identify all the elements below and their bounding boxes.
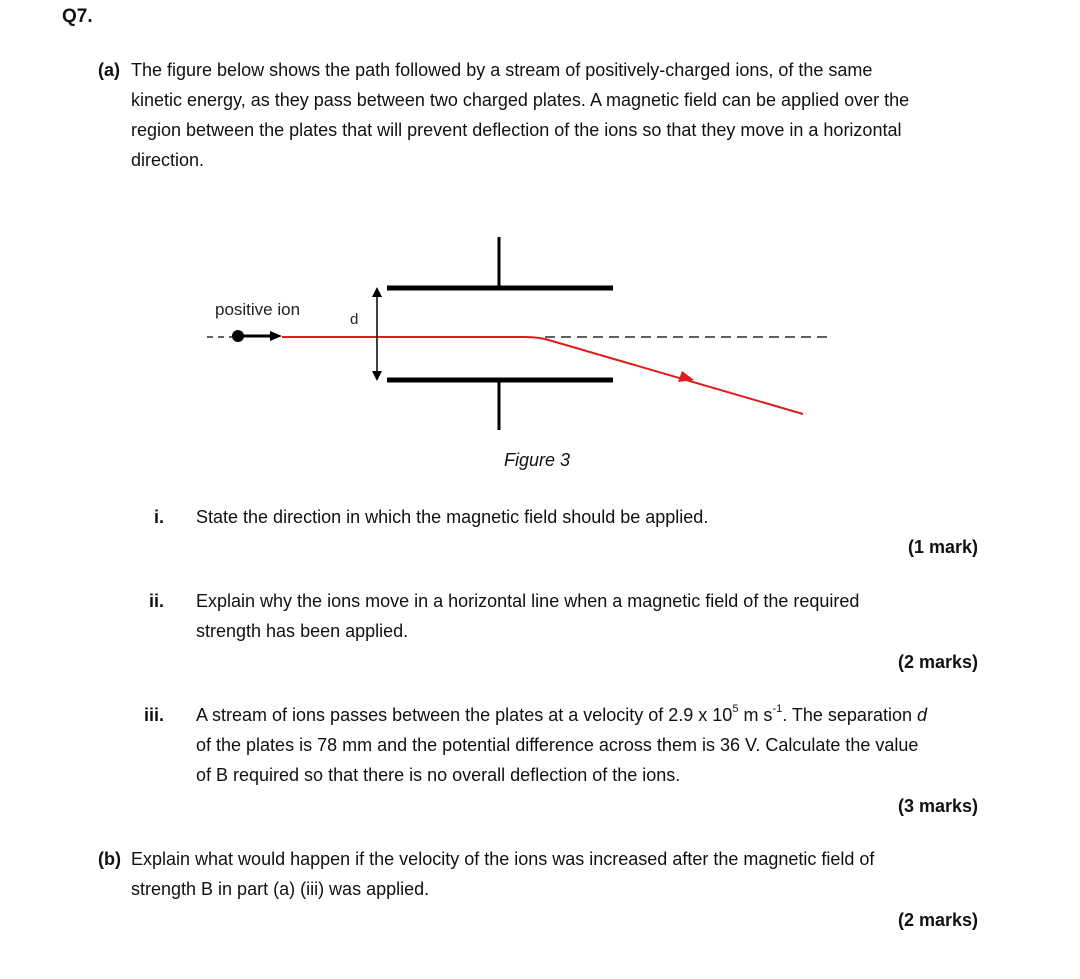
subpart-iii-line: of B required so that there is no overall deflection of the ions. bbox=[196, 765, 681, 785]
separation-variable: d bbox=[916, 705, 927, 725]
part-a-label: (a) bbox=[98, 60, 120, 80]
subpart-ii-line: strength has been applied. bbox=[196, 621, 409, 641]
question-number: Q7. bbox=[62, 6, 93, 27]
subpart-i-line: State the direction in which the magnetic field should be applied. bbox=[196, 507, 709, 527]
figure-3-diagram bbox=[0, 0, 1080, 480]
velocity-exponent: 5 bbox=[732, 703, 739, 715]
velocity-text: A stream of ions passes between the plates at a velocity of 2.9 x 10 bbox=[196, 705, 733, 725]
subpart-ii-numeral: ii. bbox=[148, 591, 164, 611]
part-b-label: (b) bbox=[98, 849, 121, 869]
subpart-ii-line: Explain why the ions move in a horizontal line when a magnetic field of the required bbox=[196, 591, 860, 611]
subpart-i-marks: (1 mark) bbox=[907, 537, 978, 557]
subpart-iii-line: of the plates is 78 mm and the potential difference across them is 36 V. Calculate the value bbox=[196, 735, 919, 755]
ion-arrow-head bbox=[270, 331, 282, 341]
velocity-unit-exponent: -1 bbox=[772, 703, 783, 715]
separation-arrow-down bbox=[372, 371, 382, 381]
subpart-iii-text bbox=[196, 700, 1016, 790]
subpart-i-numeral: i. bbox=[153, 507, 164, 527]
part-b-marks: (2 marks) bbox=[897, 910, 978, 930]
figure-caption: Figure 3 bbox=[504, 450, 571, 470]
subpart-iii-marks: (3 marks) bbox=[897, 796, 978, 816]
velocity-unit: m s bbox=[738, 705, 773, 725]
separation-arrow-up bbox=[372, 287, 382, 297]
ion-path-arrowhead bbox=[678, 371, 694, 382]
part-a-intro-line: kinetic energy, as they pass between two charged plates. A magnetic field can be applied over the bbox=[131, 90, 910, 110]
part-b-line: strength B in part (a) (iii) was applied. bbox=[131, 879, 430, 899]
separation-text: . The separation bbox=[782, 705, 917, 725]
part-a-intro-line: The figure below shows the path followed by a stream of positively-charged ions, of the same bbox=[131, 60, 873, 80]
subpart-ii-marks: (2 marks) bbox=[897, 652, 978, 672]
part-b-text bbox=[131, 844, 1031, 904]
part-a-intro-line: direction. bbox=[131, 150, 205, 170]
subpart-ii-text bbox=[196, 586, 1016, 646]
ion-label: positive ion bbox=[215, 300, 301, 319]
separation-label: d bbox=[350, 311, 359, 328]
ion-path bbox=[282, 337, 803, 414]
part-a-intro-line: region between the plates that will prevent deflection of the ions so that they move in a horizontal bbox=[131, 120, 902, 140]
subpart-iii-line bbox=[196, 700, 1016, 730]
subpart-i-text bbox=[196, 502, 1016, 532]
subpart-iii-numeral: iii. bbox=[143, 705, 164, 725]
part-b-line: Explain what would happen if the velocity of the ions was increased after the magnetic field of bbox=[131, 849, 875, 869]
